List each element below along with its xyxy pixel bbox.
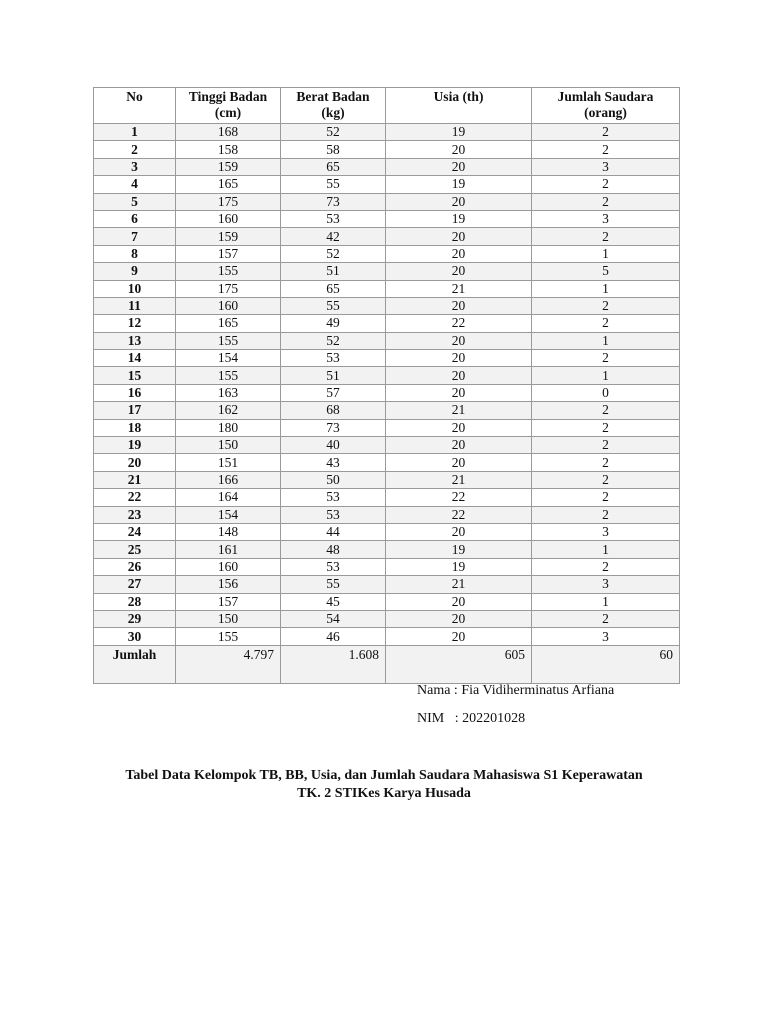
cell-no: 14 — [94, 350, 176, 367]
cell-tinggi: 157 — [176, 593, 281, 610]
cell-no: 5 — [94, 193, 176, 210]
table-row — [94, 176, 680, 193]
cell-no: 22 — [94, 489, 176, 506]
cell-usia: 19 — [386, 124, 532, 141]
table-row — [94, 541, 680, 558]
table-row — [94, 523, 680, 540]
cell-saudara: 5 — [532, 263, 680, 280]
table-row — [94, 210, 680, 227]
cell-no: 26 — [94, 558, 176, 575]
cell-no: 1 — [94, 124, 176, 141]
cell-usia: 22 — [386, 489, 532, 506]
table-row — [94, 158, 680, 175]
cell-usia: 22 — [386, 315, 532, 332]
cell-usia: 20 — [386, 593, 532, 610]
data-table — [93, 87, 680, 684]
cell-saudara: 2 — [532, 124, 680, 141]
cell-tinggi: 160 — [176, 297, 281, 314]
cell-no: 23 — [94, 506, 176, 523]
totals-label: Jumlah — [94, 645, 176, 683]
cell-berat: 52 — [281, 245, 386, 262]
cell-usia: 20 — [386, 350, 532, 367]
cell-usia: 20 — [386, 193, 532, 210]
cell-no: 28 — [94, 593, 176, 610]
table-row — [94, 454, 680, 471]
cell-saudara: 2 — [532, 315, 680, 332]
table-row — [94, 471, 680, 488]
cell-saudara: 3 — [532, 210, 680, 227]
cell-tinggi: 150 — [176, 610, 281, 627]
cell-berat: 53 — [281, 489, 386, 506]
cell-saudara: 3 — [532, 158, 680, 175]
cell-berat: 65 — [281, 280, 386, 297]
cell-berat: 53 — [281, 506, 386, 523]
cell-no: 15 — [94, 367, 176, 384]
cell-usia: 20 — [386, 454, 532, 471]
cell-berat: 58 — [281, 141, 386, 158]
caption-line-1: Tabel Data Kelompok TB, BB, Usia, dan Jumlah Saudara Mahasiswa S1 Keperawatan — [125, 768, 643, 783]
table-row — [94, 228, 680, 245]
cell-tinggi: 155 — [176, 628, 281, 645]
cell-tinggi: 175 — [176, 280, 281, 297]
table-row — [94, 402, 680, 419]
cell-berat: 42 — [281, 228, 386, 245]
total-saudara: 60 — [532, 645, 680, 683]
cell-berat: 43 — [281, 454, 386, 471]
cell-tinggi: 159 — [176, 158, 281, 175]
cell-saudara: 2 — [532, 558, 680, 575]
table-row — [94, 576, 680, 593]
cell-usia: 20 — [386, 141, 532, 158]
cell-no: 2 — [94, 141, 176, 158]
cell-tinggi: 148 — [176, 523, 281, 540]
cell-tinggi: 175 — [176, 193, 281, 210]
table-footer — [94, 645, 680, 683]
cell-no: 3 — [94, 158, 176, 175]
cell-no: 16 — [94, 384, 176, 401]
cell-saudara: 2 — [532, 506, 680, 523]
cell-no: 19 — [94, 437, 176, 454]
cell-tinggi: 165 — [176, 176, 281, 193]
cell-no: 10 — [94, 280, 176, 297]
cell-saudara: 1 — [532, 541, 680, 558]
cell-tinggi: 157 — [176, 245, 281, 262]
cell-berat: 57 — [281, 384, 386, 401]
totals-row — [94, 645, 680, 683]
cell-berat: 49 — [281, 315, 386, 332]
table-row — [94, 628, 680, 645]
cell-no: 12 — [94, 315, 176, 332]
cell-no: 8 — [94, 245, 176, 262]
cell-berat: 73 — [281, 193, 386, 210]
cell-usia: 21 — [386, 402, 532, 419]
header-no: No — [94, 88, 176, 124]
cell-usia: 22 — [386, 506, 532, 523]
cell-tinggi: 168 — [176, 124, 281, 141]
cell-tinggi: 158 — [176, 141, 281, 158]
cell-no: 4 — [94, 176, 176, 193]
cell-usia: 20 — [386, 158, 532, 175]
cell-no: 27 — [94, 576, 176, 593]
cell-no: 18 — [94, 419, 176, 436]
table-row — [94, 593, 680, 610]
cell-tinggi: 156 — [176, 576, 281, 593]
header-tinggi-badan: Tinggi Badan (cm) — [176, 88, 281, 124]
cell-no: 9 — [94, 263, 176, 280]
cell-berat: 40 — [281, 437, 386, 454]
table-caption — [60, 767, 708, 803]
cell-usia: 21 — [386, 576, 532, 593]
caption-line-2: TK. 2 STIKes Karya Husada — [297, 786, 471, 801]
cell-usia: 19 — [386, 210, 532, 227]
cell-usia: 21 — [386, 471, 532, 488]
cell-usia: 21 — [386, 280, 532, 297]
table-row — [94, 297, 680, 314]
table-row — [94, 280, 680, 297]
cell-saudara: 3 — [532, 576, 680, 593]
cell-no: 11 — [94, 297, 176, 314]
table-row — [94, 350, 680, 367]
cell-saudara: 2 — [532, 419, 680, 436]
cell-saudara: 2 — [532, 297, 680, 314]
cell-tinggi: 166 — [176, 471, 281, 488]
table-body — [94, 124, 680, 646]
total-usia: 605 — [386, 645, 532, 683]
cell-saudara: 2 — [532, 350, 680, 367]
table-row — [94, 141, 680, 158]
cell-usia: 20 — [386, 419, 532, 436]
cell-berat: 68 — [281, 402, 386, 419]
cell-berat: 65 — [281, 158, 386, 175]
cell-saudara: 1 — [532, 280, 680, 297]
cell-berat: 53 — [281, 558, 386, 575]
cell-usia: 20 — [386, 332, 532, 349]
cell-usia: 20 — [386, 610, 532, 627]
cell-tinggi: 161 — [176, 541, 281, 558]
table-row — [94, 193, 680, 210]
cell-tinggi: 155 — [176, 367, 281, 384]
cell-no: 21 — [94, 471, 176, 488]
cell-saudara: 2 — [532, 176, 680, 193]
cell-usia: 20 — [386, 245, 532, 262]
cell-saudara: 2 — [532, 228, 680, 245]
cell-usia: 19 — [386, 558, 532, 575]
author-name: Nama : Fia Vidiherminatus Arfiana — [417, 683, 615, 698]
total-tinggi: 4.797 — [176, 645, 281, 683]
table-row — [94, 367, 680, 384]
cell-tinggi: 160 — [176, 558, 281, 575]
cell-no: 30 — [94, 628, 176, 645]
cell-berat: 51 — [281, 263, 386, 280]
cell-tinggi: 154 — [176, 350, 281, 367]
cell-saudara: 2 — [532, 610, 680, 627]
table-row — [94, 263, 680, 280]
author-nim: NIM : 202201028 — [417, 711, 526, 726]
table-row — [94, 489, 680, 506]
table-row — [94, 610, 680, 627]
cell-berat: 44 — [281, 523, 386, 540]
header-jumlah-saudara: Jumlah Saudara (orang) — [532, 88, 680, 124]
cell-berat: 73 — [281, 419, 386, 436]
cell-berat: 46 — [281, 628, 386, 645]
cell-saudara: 1 — [532, 367, 680, 384]
table-header — [94, 88, 680, 124]
cell-saudara: 2 — [532, 471, 680, 488]
table-row — [94, 315, 680, 332]
cell-tinggi: 154 — [176, 506, 281, 523]
cell-berat: 48 — [281, 541, 386, 558]
cell-usia: 19 — [386, 176, 532, 193]
cell-saudara: 2 — [532, 454, 680, 471]
table-row — [94, 384, 680, 401]
cell-berat: 52 — [281, 124, 386, 141]
table-row — [94, 332, 680, 349]
cell-usia: 20 — [386, 437, 532, 454]
cell-saudara: 3 — [532, 628, 680, 645]
table-row — [94, 506, 680, 523]
cell-no: 24 — [94, 523, 176, 540]
cell-tinggi: 164 — [176, 489, 281, 506]
cell-tinggi: 155 — [176, 263, 281, 280]
cell-saudara: 1 — [532, 332, 680, 349]
table-row — [94, 437, 680, 454]
cell-berat: 55 — [281, 576, 386, 593]
cell-tinggi: 163 — [176, 384, 281, 401]
cell-no: 13 — [94, 332, 176, 349]
cell-saudara: 3 — [532, 523, 680, 540]
cell-no: 6 — [94, 210, 176, 227]
total-berat: 1.608 — [281, 645, 386, 683]
cell-berat: 51 — [281, 367, 386, 384]
cell-tinggi: 159 — [176, 228, 281, 245]
cell-usia: 20 — [386, 628, 532, 645]
cell-saudara: 2 — [532, 193, 680, 210]
cell-saudara: 1 — [532, 593, 680, 610]
cell-berat: 53 — [281, 350, 386, 367]
cell-tinggi: 151 — [176, 454, 281, 471]
cell-saudara: 2 — [532, 437, 680, 454]
cell-saudara: 2 — [532, 402, 680, 419]
cell-usia: 20 — [386, 228, 532, 245]
cell-saudara: 2 — [532, 489, 680, 506]
cell-usia: 20 — [386, 523, 532, 540]
cell-berat: 53 — [281, 210, 386, 227]
cell-no: 7 — [94, 228, 176, 245]
cell-saudara: 1 — [532, 245, 680, 262]
cell-no: 20 — [94, 454, 176, 471]
header-berat-badan: Berat Badan (kg) — [281, 88, 386, 124]
cell-no: 25 — [94, 541, 176, 558]
cell-tinggi: 150 — [176, 437, 281, 454]
cell-berat: 52 — [281, 332, 386, 349]
header-usia: Usia (th) — [386, 88, 532, 124]
cell-usia: 20 — [386, 367, 532, 384]
cell-berat: 50 — [281, 471, 386, 488]
cell-usia: 20 — [386, 263, 532, 280]
cell-tinggi: 165 — [176, 315, 281, 332]
cell-berat: 45 — [281, 593, 386, 610]
cell-usia: 20 — [386, 384, 532, 401]
cell-tinggi: 160 — [176, 210, 281, 227]
cell-tinggi: 180 — [176, 419, 281, 436]
cell-usia: 20 — [386, 297, 532, 314]
cell-usia: 19 — [386, 541, 532, 558]
cell-berat: 55 — [281, 297, 386, 314]
table-row — [94, 558, 680, 575]
cell-berat: 55 — [281, 176, 386, 193]
table-row — [94, 419, 680, 436]
table-row — [94, 124, 680, 141]
cell-no: 17 — [94, 402, 176, 419]
cell-tinggi: 155 — [176, 332, 281, 349]
cell-berat: 54 — [281, 610, 386, 627]
cell-saudara: 2 — [532, 141, 680, 158]
cell-no: 29 — [94, 610, 176, 627]
table-row — [94, 245, 680, 262]
cell-saudara: 0 — [532, 384, 680, 401]
cell-tinggi: 162 — [176, 402, 281, 419]
